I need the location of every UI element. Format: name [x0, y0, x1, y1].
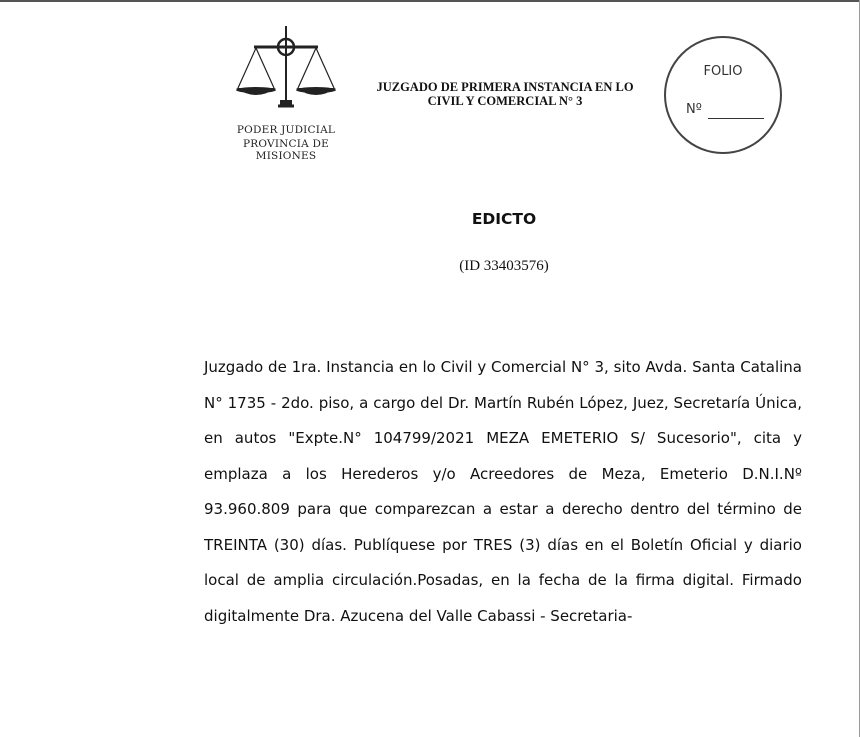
top-border: [0, 0, 860, 2]
folio-number-label: Nº: [686, 102, 702, 117]
logo-text-provincia: PROVINCIA DE MISIONES: [243, 138, 329, 162]
folio-number-line: [708, 118, 764, 119]
scales-of-justice-icon: [230, 24, 342, 122]
poder-judicial-logo: [216, 24, 356, 162]
edict-body-text: Juzgado de 1ra. Instancia en lo Civil y Comercial N° 3, sito Avda. Santa Catalina N° 1735 - 2do. piso, a cargo del Dr. Martín Rubén López, Juez, Secretaría Única, en autos "Expte.N° 104799/2021 MEZA EMETERIO S/ Sucesorio", cita y emplaza a los Herederos y/o Acreedores de Meza, Emeterio D.N.I.Nº 93.960.809 para que comparezcan a estar a derecho dentro del término de TREINTA (30) días. Publíquese por TRES (3) días en el Boletín Oficial y diario local de amplia circulación.Posadas, en la fecha de la firma digital. Firmado digitalmente Dra. Azucena del Valle Cabassi - Secretaria-: [204, 358, 802, 625]
court-title-line1: JUZGADO DE PRIMERA INSTANCIA EN LO: [376, 80, 634, 94]
court-title: [360, 80, 650, 108]
document-heading: EDICTO: [471, 210, 537, 228]
folio-stamp: [664, 36, 782, 154]
document-id: (ID 33403576): [459, 258, 549, 274]
folio-label: FOLIO: [703, 64, 743, 79]
court-title-line2: CIVIL Y COMERCIAL N° 3: [427, 94, 583, 108]
logo-text-poder-judicial: PODER JUDICIAL: [236, 124, 336, 136]
